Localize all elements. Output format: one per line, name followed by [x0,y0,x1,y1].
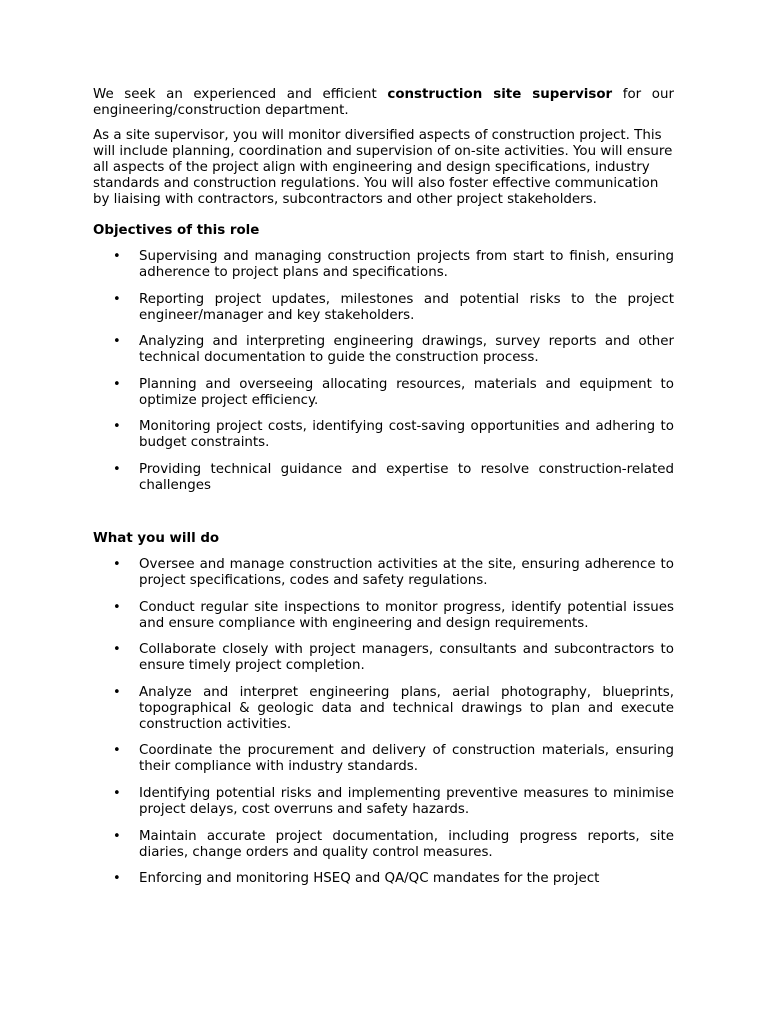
bullet-icon: • [113,334,121,350]
list-item [93,685,674,733]
objectives-list [93,249,674,494]
list-item-text: Maintain accurate project documentation, including progress reports, site diaries, change orders and quality control measures. [139,828,674,860]
list-item-text: Analyze and interpret engineering plans, aerial photography, blueprints, topographical & geologic data and technical drawings to plan and execute construction activities. [139,684,674,732]
list-item [93,829,674,861]
objectives-heading: Objectives of this role [93,223,260,238]
bullet-icon: • [113,684,121,700]
bullet-icon: • [113,556,121,572]
list-item-text: Identifying potential risks and implementing preventive measures to minimise project delays, cost overruns and safety hazards. [139,785,674,817]
bullet-icon: • [113,599,121,615]
bullet-icon: • [113,642,121,658]
list-item-text: Reporting project updates, milestones and potential risks to the project engineer/manager and key stakeholders. [139,291,674,323]
list-item [93,419,674,451]
list-item-text: Providing technical guidance and expertise to resolve construction-related challenges [139,461,674,493]
bullet-icon: • [113,785,121,801]
list-item-text: Analyzing and interpreting engineering drawings, survey reports and other technical documentation to guide the construction process. [139,334,674,366]
list-item [93,743,674,775]
list-item [93,334,674,366]
duties-list [93,557,674,887]
list-item-text: Conduct regular site inspections to monitor progress, identify potential issues and ensure compliance with engineering and design requirements. [139,599,674,631]
list-item-text: Oversee and manage construction activities at the site, ensuring adherence to project specifications, codes and safety regulations. [139,556,674,588]
bullet-icon: • [113,376,121,392]
bullet-icon: • [113,743,121,759]
list-item [93,557,674,589]
bullet-icon: • [113,249,121,264]
bullet-icon: • [113,461,121,477]
document-page [93,87,674,898]
list-item [93,871,674,887]
list-item [93,600,674,632]
duties-heading: What you will do [93,530,220,546]
list-item [93,249,674,281]
list-item [93,642,674,674]
list-item-text: Monitoring project costs, identifying cost-saving opportunities and adhering to budget constraints. [139,419,674,451]
bullet-icon: • [113,828,121,844]
intro-job-title: construction site supervisor [387,87,613,102]
list-item [93,462,674,494]
bullet-icon: • [113,291,121,307]
list-item [93,786,674,818]
list-item-text: Supervising and managing construction projects from start to finish, ensuring adherence to project plans and specifications. [139,249,674,280]
intro-paragraph [93,87,674,119]
list-item-text: Coordinate the procurement and delivery of construction materials, ensuring their compliance with industry standards. [139,743,674,775]
bullet-icon: • [113,871,121,887]
list-item-text: Planning and overseeing allocating resources, materials and equipment to optimize project efficiency. [139,376,674,408]
intro-text-before: We seek an experienced and efficient [93,87,388,102]
list-item [93,292,674,324]
list-item-text: Collaborate closely with project managers, consultants and subcontractors to ensure timely project completion. [139,642,674,674]
list-item [93,377,674,409]
role-description: As a site supervisor, you will monitor diversified aspects of construction project. This will include planning, coordination and supervision of on-site activities. You will ensure all aspects of the project align with engineering and design specifications, industry standards and construction regulations. You will also foster effective communication by liaising with contractors, subcontractors and other project stakeholders. [93,128,673,207]
intro-text-after: for our engineering/construction department. [93,87,674,118]
bullet-icon: • [113,419,121,435]
list-item-text: Enforcing and monitoring HSEQ and QA/QC mandates for the project [139,871,600,887]
